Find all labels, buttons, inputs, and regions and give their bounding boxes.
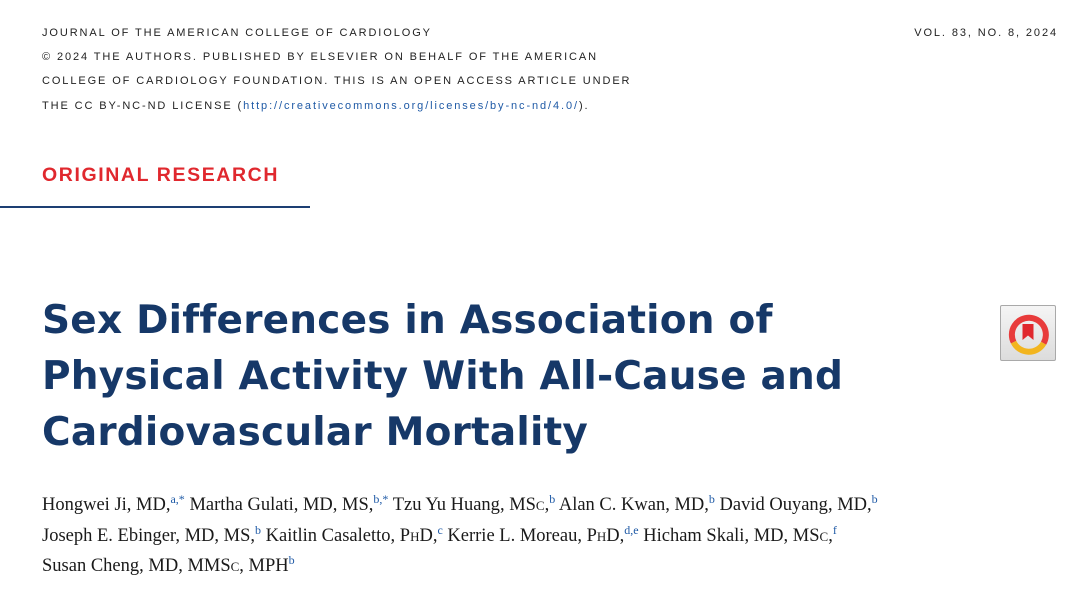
author-degree: MD <box>837 495 867 515</box>
affiliation-mark[interactable]: b,* <box>373 492 389 506</box>
license-link[interactable]: http://creativecommons.org/licenses/by-nc-nd/4.0/ <box>243 99 579 112</box>
crossmark-button[interactable] <box>1000 305 1056 361</box>
author-list <box>42 490 1072 582</box>
author-degree: MS <box>342 495 369 515</box>
author-degree: MSc <box>509 495 545 515</box>
author-line: Joseph E. Ebinger, MD, MS,$^b$ Kaitlin Casaletto, PhD,$^c$ Kerrie L. Moreau, PhD,$^{d,e}$ Hicham Skali, MD, MSc,$^f$ <box>42 522 837 546</box>
affiliation-mark[interactable]: f <box>832 522 837 537</box>
journal-header <box>42 21 631 118</box>
article-title <box>42 293 942 461</box>
journal-name: JOURNAL OF THE AMERICAN COLLEGE OF CARDIOLOGY <box>42 27 432 39</box>
title-line: Sex Differences in Association of <box>42 298 773 343</box>
author-name: Kerrie L. Moreau <box>447 525 578 546</box>
author-name: Hicham Skali <box>643 525 745 546</box>
affiliation-mark[interactable]: b <box>708 492 715 506</box>
title-line: Physical Activity With All-Cause and <box>42 354 844 399</box>
affiliation-mark[interactable]: b <box>288 553 295 567</box>
title-line: Cardiovascular Mortality <box>42 410 588 455</box>
crossmark-icon <box>1001 306 1055 360</box>
author-degree: PhD <box>586 525 620 546</box>
volume-info: VOL. 83, NO. 8, 2024 <box>914 27 1058 39</box>
license-prefix: THE CC BY-NC-ND LICENSE ( <box>42 99 244 112</box>
author-degree: PhD <box>399 525 433 546</box>
affiliation-mark[interactable]: a,* <box>170 492 185 506</box>
affiliation-mark[interactable]: b <box>871 492 878 506</box>
author-degree: MD <box>184 525 215 546</box>
author-name: Hongwei Ji <box>42 495 127 515</box>
author-name: Tzu Yu Huang <box>392 495 500 515</box>
affiliation-mark[interactable]: b <box>255 522 262 537</box>
copyright-line: © 2024 THE AUTHORS. PUBLISHED BY ELSEVIER ON BEHALF OF THE AMERICAN <box>42 51 598 64</box>
affiliation-mark[interactable]: d,e <box>624 522 639 537</box>
affiliation-mark[interactable]: c <box>437 522 443 537</box>
license-line <box>42 94 631 118</box>
author-name: Alan C. Kwan <box>558 495 666 515</box>
author-degree: MMSc <box>187 556 240 576</box>
author-degree: MPH <box>248 556 289 576</box>
author-degree: MD <box>136 495 166 515</box>
author-name: Martha Gulati <box>189 495 294 515</box>
section-divider <box>0 206 310 208</box>
author-name: Joseph E. Ebinger <box>42 525 176 546</box>
author-degree: MD <box>302 495 333 515</box>
author-name: Susan Cheng <box>42 556 140 576</box>
license-suffix: ). <box>578 99 590 112</box>
author-line: Hongwei Ji, MD,$^{a,*}$ Martha Gulati, MD, MS,$^{b,*}$ Tzu Yu Huang, MSc,$^b$ Alan C. Kwan, MD,$^b$ David Ouyang, MD,$^b$ <box>42 492 878 515</box>
author-degree: MS <box>223 525 251 546</box>
author-name: David Ouyang <box>719 495 828 515</box>
author-degree: MSc <box>792 525 829 546</box>
section-label: ORIGINAL RESEARCH <box>42 164 280 186</box>
author-line: Susan Cheng, MD, MMSc, MPH$^b$ <box>42 553 295 576</box>
author-degree: MD <box>148 556 179 576</box>
author-degree: MD <box>674 495 705 515</box>
copyright-line: COLLEGE OF CARDIOLOGY FOUNDATION. THIS IS AN OPEN ACCESS ARTICLE UNDER <box>42 75 632 88</box>
author-name: Kaitlin Casaletto <box>265 525 391 546</box>
author-degree: MD <box>753 525 784 546</box>
affiliation-mark[interactable]: b <box>549 492 556 506</box>
